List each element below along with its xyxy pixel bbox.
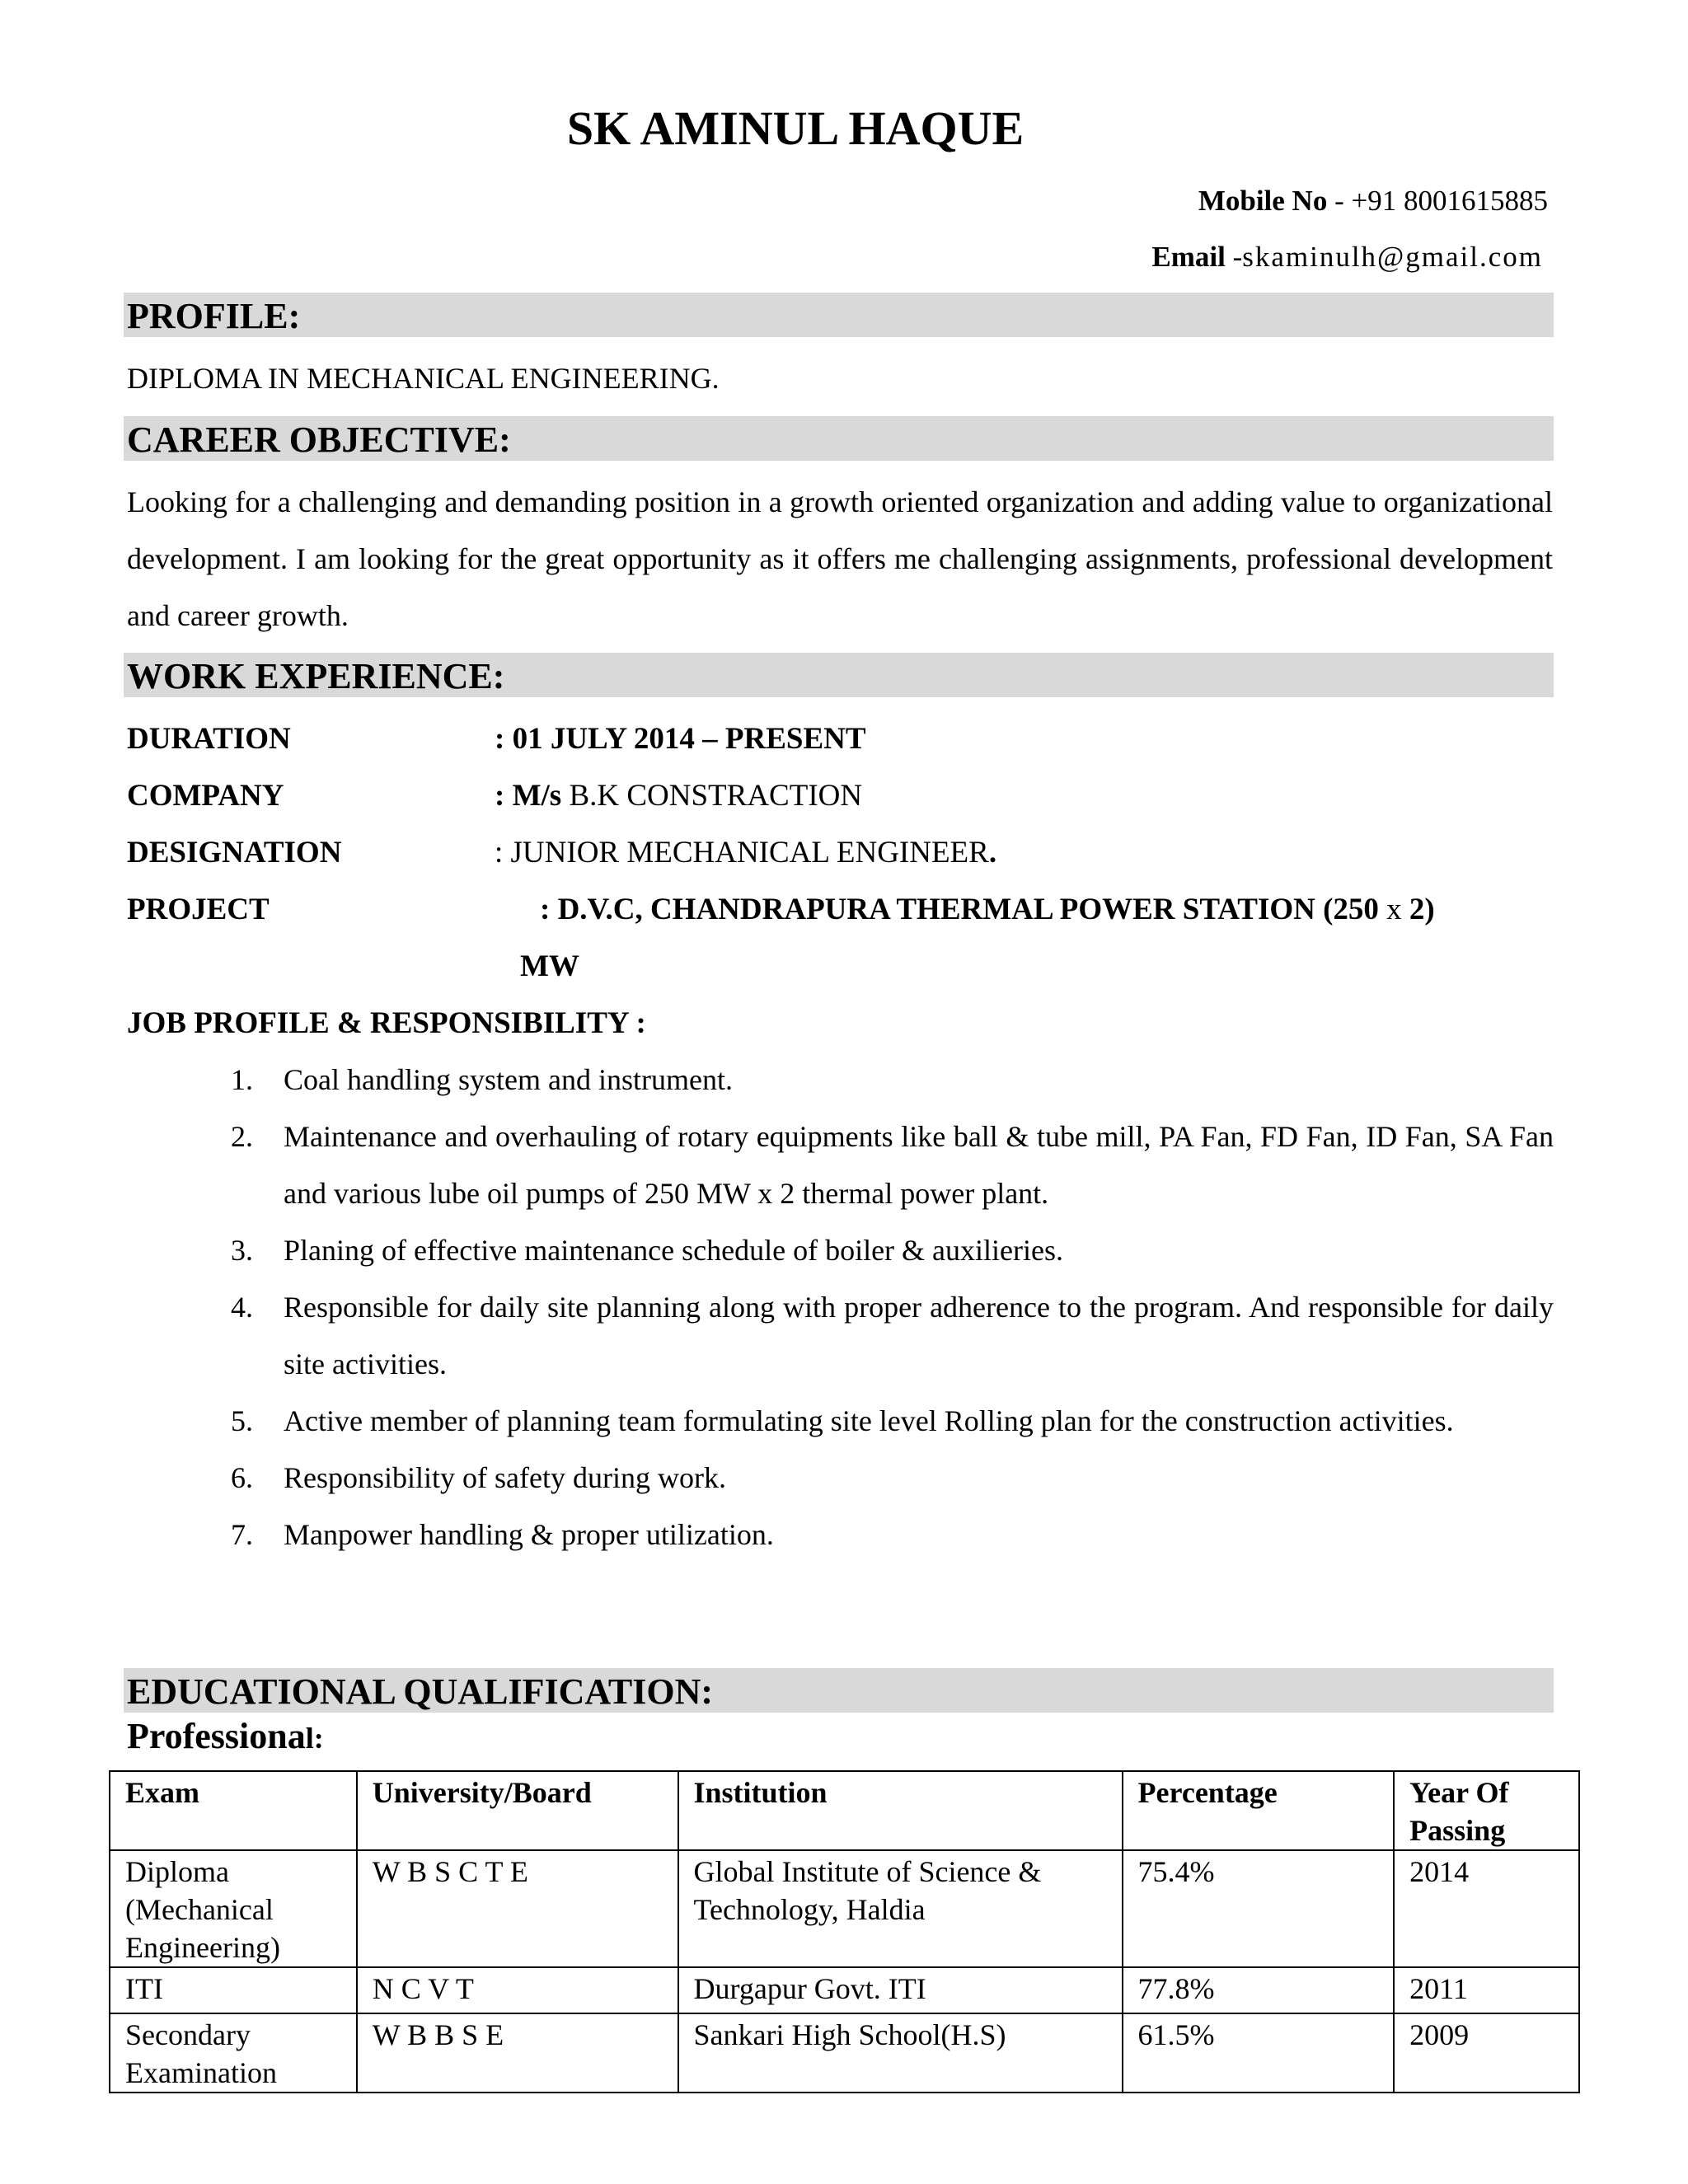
cell-institution: Sankari High School(H.S) (678, 2013, 1123, 2093)
designation-label: DESIGNATION (127, 836, 342, 869)
company-value: B.K CONSTRACTION (561, 779, 863, 813)
list-item-number: 3. (231, 1234, 253, 1267)
email-line (1151, 239, 1543, 275)
company-value-line (495, 767, 862, 824)
project-value-line (540, 881, 1435, 938)
table-header-row (110, 1771, 1579, 1850)
cell-exam: Diploma (Mechanical Engineering) (110, 1850, 357, 1967)
cell-exam: Secondary Examination (110, 2013, 357, 2093)
list-item (231, 1108, 1554, 1222)
list-item-text: Responsible for daily site planning along with proper adherence to the program. And responsible for daily site activities. (284, 1291, 1554, 1380)
email-separator: - (1225, 241, 1243, 273)
cell-institution: Global Institute of Science & Technology, Haldia (678, 1850, 1123, 1967)
cell-exam: ITI (110, 1967, 357, 2013)
project-value-a: : D.V.C, CHANDRAPURA THERMAL POWER STATION (250 (540, 893, 1387, 926)
list-item-text: Active member of planning team formulating site level Rolling plan for the construction activities. (284, 1404, 1454, 1437)
email-value: skaminulh@gmail.com (1242, 241, 1543, 273)
mobile-line (1198, 183, 1548, 219)
column-header-exam: Exam (110, 1771, 357, 1850)
list-item-number: 2. (231, 1120, 253, 1153)
table-row (110, 1850, 1579, 1967)
candidate-name: SK AMINUL HAQUE (566, 101, 1025, 155)
list-item-number: 4. (231, 1291, 253, 1324)
table-row (110, 2013, 1579, 2093)
company-label: COMPANY (127, 779, 284, 813)
career-objective-heading: CAREER OBJECTIVE: (124, 416, 1554, 461)
career-objective-text: Looking for a challenging and demanding position in a growth oriented organization and adding value to organizational development. I am looking for the great opportunity as it offers me challenging assignments, professional development and career growth. (127, 485, 1553, 632)
cell-year: 2011 (1394, 1967, 1579, 2013)
list-item (231, 1279, 1554, 1393)
list-item-text: Manpower handling & proper utilization. (284, 1518, 774, 1551)
list-item-text: Planing of effective maintenance schedule of boiler & auxilieries. (284, 1234, 1063, 1267)
list-item-number: 5. (231, 1404, 253, 1437)
project-value-b: 2) (1401, 893, 1435, 926)
responsibility-list (231, 1052, 1554, 1563)
column-header-institution: Institution (678, 1771, 1123, 1850)
cell-year: 2014 (1394, 1850, 1579, 1967)
list-item-number: 6. (231, 1461, 253, 1494)
list-item (231, 1222, 1554, 1279)
duration-label: DURATION (127, 722, 291, 756)
cell-percentage: 77.8% (1123, 1967, 1395, 2013)
table-row (110, 1967, 1579, 2013)
profile-heading: PROFILE: (124, 293, 1554, 337)
list-item-number: 1. (231, 1063, 253, 1096)
column-header-university: University/Board (357, 1771, 678, 1850)
cell-university: W B B S E (357, 2013, 678, 2093)
professional-subheading (127, 1714, 324, 1760)
company-prefix: : M/s (495, 779, 562, 813)
project-value-c: MW (520, 949, 579, 983)
column-header-year: Year Of Passing (1394, 1771, 1579, 1850)
professional-subheading-b: l: (305, 1722, 324, 1755)
list-item-number: 7. (231, 1518, 253, 1551)
email-label: Email (1151, 241, 1226, 273)
list-item (231, 1507, 1554, 1563)
cell-university: N C V T (357, 1967, 678, 2013)
mobile-value: +91 8001615885 (1351, 185, 1548, 217)
cell-percentage: 75.4% (1123, 1850, 1395, 1967)
list-item (231, 1450, 1554, 1507)
project-x: x (1386, 893, 1402, 926)
work-experience-heading: WORK EXPERIENCE: (124, 653, 1554, 697)
project-label: PROJECT (127, 893, 270, 926)
designation-value-line (495, 824, 996, 881)
education-table (109, 1770, 1580, 2093)
list-item-text: Responsibility of safety during work. (284, 1461, 726, 1494)
list-item-text: Coal handling system and instrument. (284, 1063, 733, 1096)
mobile-separator: - (1327, 185, 1352, 217)
list-item (231, 1393, 1554, 1450)
profile-text: DIPLOMA IN MECHANICAL ENGINEERING. (127, 362, 720, 395)
cell-university: W B S C T E (357, 1850, 678, 1967)
cell-year: 2009 (1394, 2013, 1579, 2093)
job-profile-heading: JOB PROFILE & RESPONSIBILITY : (127, 1006, 646, 1040)
list-item (231, 1052, 1554, 1108)
duration-value: : 01 JULY 2014 – PRESENT (495, 722, 866, 756)
cell-institution: Durgapur Govt. ITI (678, 1967, 1123, 2013)
column-header-percentage: Percentage (1123, 1771, 1395, 1850)
designation-dot: . (988, 836, 997, 869)
designation-value: : JUNIOR MECHANICAL ENGINEER (495, 836, 989, 869)
education-heading: EDUCATIONAL QUALIFICATION: (124, 1668, 1554, 1713)
cell-percentage: 61.5% (1123, 2013, 1395, 2093)
list-item-text: Maintenance and overhauling of rotary equipments like ball & tube mill, PA Fan, FD Fan, ID Fan, SA Fan and various lube oil pumps of 250 MW x 2 thermal power plant. (284, 1120, 1554, 1210)
mobile-label: Mobile No (1198, 185, 1328, 217)
professional-subheading-a: Professiona (127, 1716, 306, 1756)
